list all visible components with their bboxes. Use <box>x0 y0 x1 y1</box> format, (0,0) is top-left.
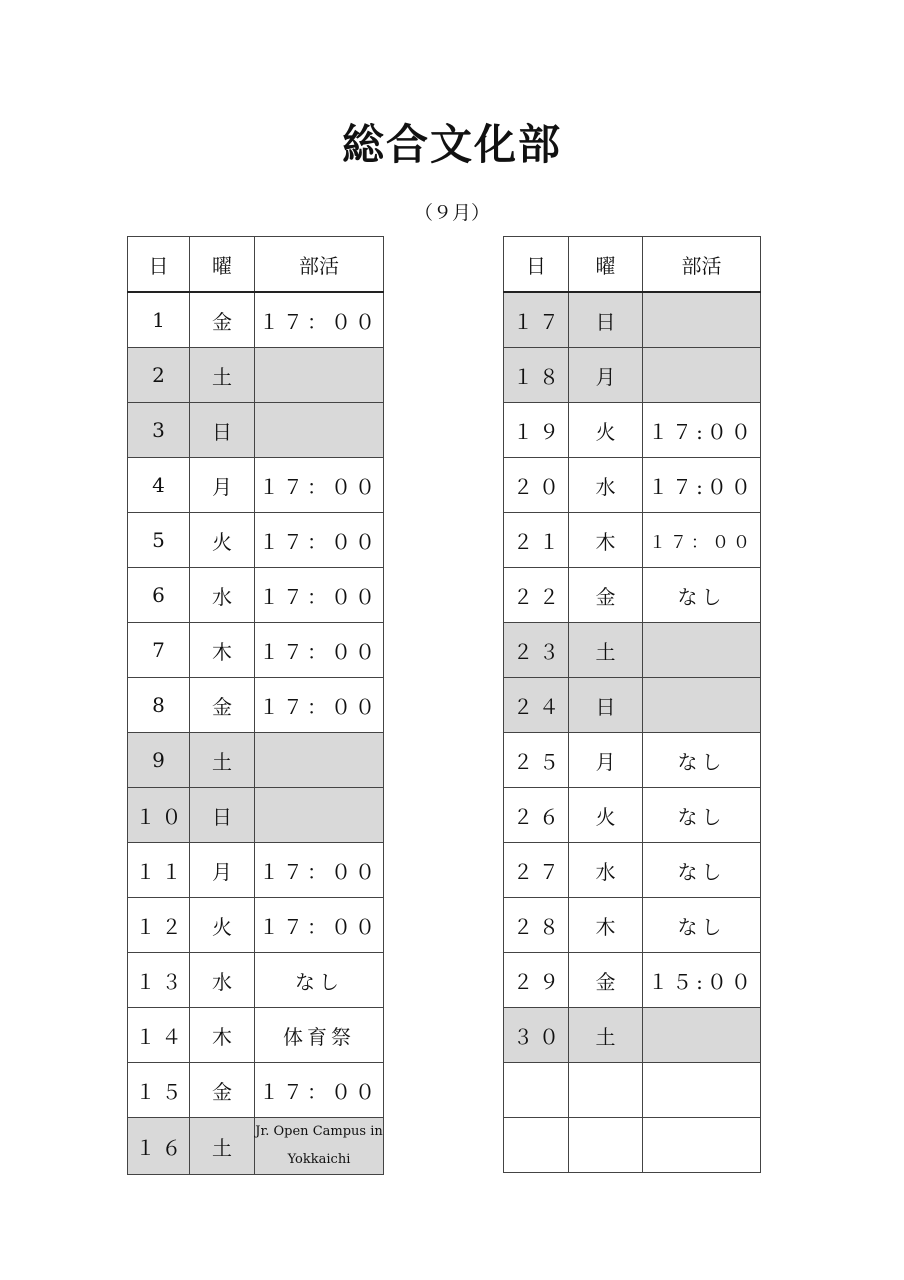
weekday-cell: 木 <box>569 898 643 953</box>
day-cell: ２５ <box>504 733 569 788</box>
weekday-cell: 金 <box>569 953 643 1008</box>
table-row <box>504 458 761 513</box>
table-row <box>128 292 384 348</box>
day-cell: １６ <box>128 1118 190 1175</box>
weekday-cell: 土 <box>190 348 255 403</box>
table-row <box>504 678 761 733</box>
header-weekday: 曜 <box>569 237 643 293</box>
table-row <box>504 898 761 953</box>
day-cell: 1 <box>128 292 190 348</box>
weekday-cell: 日 <box>190 788 255 843</box>
table-row <box>504 953 761 1008</box>
weekday-cell: 水 <box>569 458 643 513</box>
table-row <box>128 733 384 788</box>
table-row <box>504 568 761 623</box>
club-cell <box>643 1118 761 1173</box>
day-cell: ２９ <box>504 953 569 1008</box>
day-cell: 8 <box>128 678 190 733</box>
day-cell: １８ <box>504 348 569 403</box>
weekday-cell: 火 <box>569 403 643 458</box>
day-cell: １２ <box>128 898 190 953</box>
day-cell: １４ <box>128 1008 190 1063</box>
table-row <box>128 898 384 953</box>
weekday-cell: 金 <box>190 678 255 733</box>
schedule-table-right <box>503 236 761 1173</box>
table-row <box>504 623 761 678</box>
day-cell: ２７ <box>504 843 569 898</box>
table-row <box>128 1118 384 1175</box>
weekday-cell: 土 <box>190 1118 255 1175</box>
club-cell: １７：００ <box>255 678 384 733</box>
weekday-cell: 日 <box>569 678 643 733</box>
club-cell: １７:００ <box>643 458 761 513</box>
club-cell: １７：００ <box>255 513 384 568</box>
weekday-cell: 火 <box>569 788 643 843</box>
weekday-cell <box>569 1118 643 1173</box>
club-cell: Jr. Open Campus in Yokkaichi <box>255 1118 384 1175</box>
club-cell: なし <box>643 568 761 623</box>
day-cell: １１ <box>128 843 190 898</box>
club-cell <box>255 788 384 843</box>
club-cell: 体育祭 <box>255 1008 384 1063</box>
table-row <box>504 513 761 568</box>
table-row <box>128 788 384 843</box>
table-row <box>128 1063 384 1118</box>
day-cell: ２８ <box>504 898 569 953</box>
day-cell: 3 <box>128 403 190 458</box>
club-cell: １７:００ <box>643 403 761 458</box>
table-row <box>128 403 384 458</box>
club-cell: なし <box>643 733 761 788</box>
weekday-cell <box>569 1063 643 1118</box>
weekday-cell: 月 <box>569 733 643 788</box>
header-club: 部活 <box>255 237 384 293</box>
table-row <box>504 403 761 458</box>
club-cell <box>643 678 761 733</box>
weekday-cell: 木 <box>190 1008 255 1063</box>
club-cell <box>643 1008 761 1063</box>
club-cell: １７：００ <box>255 843 384 898</box>
weekday-cell: 水 <box>190 953 255 1008</box>
day-cell <box>504 1063 569 1118</box>
club-cell: １７：００ <box>255 623 384 678</box>
weekday-cell: 火 <box>190 513 255 568</box>
club-cell: なし <box>643 843 761 898</box>
day-cell: １５ <box>128 1063 190 1118</box>
table-row <box>504 1118 761 1173</box>
table-row <box>128 568 384 623</box>
weekday-cell: 木 <box>569 513 643 568</box>
day-cell: ２１ <box>504 513 569 568</box>
day-cell: 2 <box>128 348 190 403</box>
table-row <box>504 1008 761 1063</box>
schedule-table-left <box>127 236 384 1175</box>
club-cell: なし <box>643 788 761 843</box>
header-club: 部活 <box>643 237 761 293</box>
table-row <box>128 623 384 678</box>
day-cell: １０ <box>128 788 190 843</box>
day-cell: ３０ <box>504 1008 569 1063</box>
club-cell: １７：００ <box>255 568 384 623</box>
day-cell: 4 <box>128 458 190 513</box>
day-cell: １３ <box>128 953 190 1008</box>
weekday-cell: 土 <box>190 733 255 788</box>
table-row <box>128 1008 384 1063</box>
page-title: 総合文化部 <box>341 120 562 169</box>
weekday-cell: 金 <box>190 1063 255 1118</box>
table-row <box>504 1063 761 1118</box>
day-cell: 7 <box>128 623 190 678</box>
table-row <box>128 953 384 1008</box>
day-cell: １７ <box>504 292 569 348</box>
weekday-cell: 水 <box>190 568 255 623</box>
club-cell <box>643 623 761 678</box>
weekday-cell: 火 <box>190 898 255 953</box>
day-cell: 9 <box>128 733 190 788</box>
table-row <box>128 458 384 513</box>
table-row <box>504 843 761 898</box>
club-cell <box>255 733 384 788</box>
weekday-cell: 木 <box>190 623 255 678</box>
weekday-cell: 月 <box>569 348 643 403</box>
weekday-cell: 水 <box>569 843 643 898</box>
club-cell <box>643 292 761 348</box>
club-cell: なし <box>643 898 761 953</box>
day-cell: １９ <box>504 403 569 458</box>
month-subtitle: （９月） <box>413 202 490 224</box>
header-row <box>128 237 384 293</box>
day-cell: ２３ <box>504 623 569 678</box>
weekday-cell: 土 <box>569 1008 643 1063</box>
weekday-cell: 日 <box>190 403 255 458</box>
table-row <box>128 513 384 568</box>
weekday-cell: 日 <box>569 292 643 348</box>
table-row <box>504 292 761 348</box>
club-cell: なし <box>255 953 384 1008</box>
weekday-cell: 土 <box>569 623 643 678</box>
table-row <box>128 348 384 403</box>
club-cell: １７：００ <box>255 458 384 513</box>
day-cell: 6 <box>128 568 190 623</box>
club-cell <box>643 348 761 403</box>
table-row <box>504 788 761 843</box>
header-weekday: 曜 <box>190 237 255 293</box>
table-row <box>128 678 384 733</box>
table-row <box>504 348 761 403</box>
day-cell: ２０ <box>504 458 569 513</box>
day-cell: 5 <box>128 513 190 568</box>
club-cell: １７：００ <box>643 513 761 568</box>
club-cell: １５:００ <box>643 953 761 1008</box>
day-cell: ２４ <box>504 678 569 733</box>
header-day: 日 <box>128 237 190 293</box>
club-cell <box>255 348 384 403</box>
weekday-cell: 月 <box>190 458 255 513</box>
club-cell: １７：００ <box>255 898 384 953</box>
weekday-cell: 月 <box>190 843 255 898</box>
day-cell <box>504 1118 569 1173</box>
table-row <box>128 843 384 898</box>
table-row <box>504 733 761 788</box>
club-cell: １７：００ <box>255 292 384 348</box>
club-cell <box>643 1063 761 1118</box>
club-cell <box>255 403 384 458</box>
header-row <box>504 237 761 293</box>
club-cell: １７：００ <box>255 1063 384 1118</box>
header-day: 日 <box>504 237 569 293</box>
day-cell: ２６ <box>504 788 569 843</box>
day-cell: ２２ <box>504 568 569 623</box>
weekday-cell: 金 <box>569 568 643 623</box>
weekday-cell: 金 <box>190 292 255 348</box>
